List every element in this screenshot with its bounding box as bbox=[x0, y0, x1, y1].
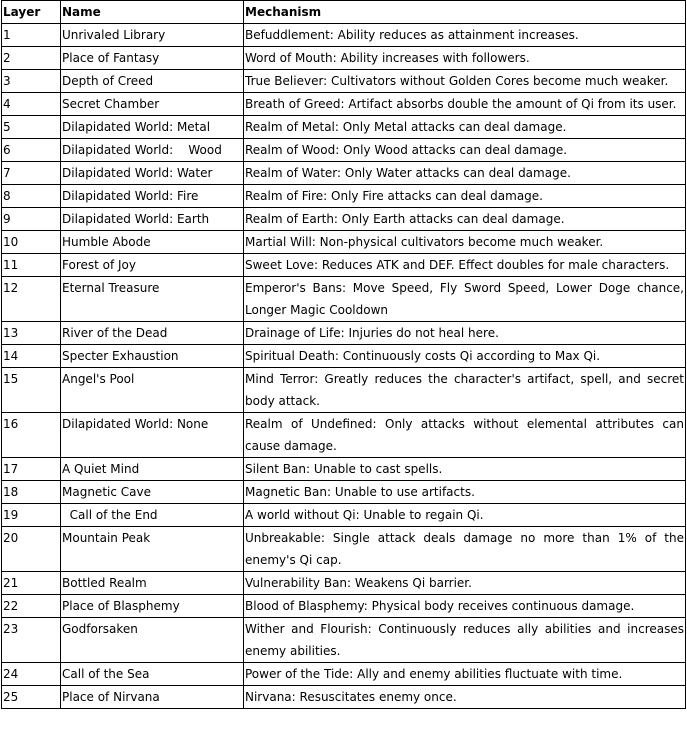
mechanism-cell: Drainage of Life: Injuries do not heal here. bbox=[244, 322, 686, 345]
layer-cell: 22 bbox=[2, 595, 61, 618]
table-row bbox=[2, 572, 686, 595]
name-cell: Angel's Pool bbox=[61, 368, 244, 413]
mechanism-cell: Mind Terror: Greatly reduces the character's artifact, spell, and secret body attack. bbox=[244, 368, 686, 413]
mechanism-cell: A world without Qi: Unable to regain Qi. bbox=[244, 504, 686, 527]
name-cell: Mountain Peak bbox=[61, 527, 244, 572]
layer-cell: 14 bbox=[2, 345, 61, 368]
mechanism-cell: Realm of Earth: Only Earth attacks can deal damage. bbox=[244, 208, 686, 231]
layer-cell: 5 bbox=[2, 116, 61, 139]
name-cell: Dilapidated World: Metal bbox=[61, 116, 244, 139]
mechanism-cell: Word of Mouth: Ability increases with followers. bbox=[244, 47, 686, 70]
table-row bbox=[2, 70, 686, 93]
table-row bbox=[2, 47, 686, 70]
name-cell: Bottled Realm bbox=[61, 572, 244, 595]
layer-cell: 19 bbox=[2, 504, 61, 527]
table-row bbox=[2, 277, 686, 322]
layer-cell: 17 bbox=[2, 458, 61, 481]
name-cell: Call of the Sea bbox=[61, 663, 244, 686]
layer-cell: 8 bbox=[2, 185, 61, 208]
table-row bbox=[2, 185, 686, 208]
table-row bbox=[2, 686, 686, 709]
layer-cell: 16 bbox=[2, 413, 61, 458]
mechanism-cell: Unbreakable: Single attack deals damage no more than 1% of the enemy's Qi cap. bbox=[244, 527, 686, 572]
layer-cell: 15 bbox=[2, 368, 61, 413]
mechanism-cell: Magnetic Ban: Unable to use artifacts. bbox=[244, 481, 686, 504]
name-cell: Place of Blasphemy bbox=[61, 595, 244, 618]
layer-cell: 1 bbox=[2, 24, 61, 47]
mechanism-cell: Realm of Metal: Only Metal attacks can deal damage. bbox=[244, 116, 686, 139]
mechanism-cell: Blood of Blasphemy: Physical body receives continuous damage. bbox=[244, 595, 686, 618]
layer-cell: 20 bbox=[2, 527, 61, 572]
layer-cell: 23 bbox=[2, 618, 61, 663]
mechanism-cell: Sweet Love: Reduces ATK and DEF. Effect doubles for male characters. bbox=[244, 254, 686, 277]
mechanism-cell: True Believer: Cultivators without Golden Cores become much weaker. bbox=[244, 70, 686, 93]
table-row bbox=[2, 116, 686, 139]
name-cell: Place of Nirvana bbox=[61, 686, 244, 709]
layer-cell: 3 bbox=[2, 70, 61, 93]
name-cell: Humble Abode bbox=[61, 231, 244, 254]
mechanism-cell: Nirvana: Resuscitates enemy once. bbox=[244, 686, 686, 709]
table-row bbox=[2, 618, 686, 663]
header-name: Name bbox=[61, 1, 244, 24]
name-cell: Eternal Treasure bbox=[61, 277, 244, 322]
layer-cell: 13 bbox=[2, 322, 61, 345]
name-cell: Forest of Joy bbox=[61, 254, 244, 277]
table-row bbox=[2, 24, 686, 47]
table-row bbox=[2, 527, 686, 572]
name-cell: Call of the End bbox=[61, 504, 244, 527]
name-cell: Depth of Creed bbox=[61, 70, 244, 93]
layer-cell: 18 bbox=[2, 481, 61, 504]
layer-cell: 7 bbox=[2, 162, 61, 185]
layer-cell: 6 bbox=[2, 139, 61, 162]
header-mechanism: Mechanism bbox=[244, 1, 686, 24]
table-row bbox=[2, 162, 686, 185]
table-row bbox=[2, 322, 686, 345]
mechanism-cell: Breath of Greed: Artifact absorbs double the amount of Qi from its user. bbox=[244, 93, 686, 116]
table-row bbox=[2, 504, 686, 527]
mechanism-cell: Martial Will: Non-physical cultivators become much weaker. bbox=[244, 231, 686, 254]
name-cell: Dilapidated World: Water bbox=[61, 162, 244, 185]
table-row bbox=[2, 139, 686, 162]
name-cell: Godforsaken bbox=[61, 618, 244, 663]
table-row bbox=[2, 368, 686, 413]
mechanism-cell: Realm of Fire: Only Fire attacks can deal damage. bbox=[244, 185, 686, 208]
mechanism-cell: Realm of Undefined: Only attacks without elemental attributes can cause damage. bbox=[244, 413, 686, 458]
layer-cell: 2 bbox=[2, 47, 61, 70]
table-row bbox=[2, 663, 686, 686]
layer-cell: 9 bbox=[2, 208, 61, 231]
mechanism-cell: Power of the Tide: Ally and enemy abilities fluctuate with time. bbox=[244, 663, 686, 686]
layer-cell: 21 bbox=[2, 572, 61, 595]
name-cell: Dilapidated World: Fire bbox=[61, 185, 244, 208]
layer-cell: 12 bbox=[2, 277, 61, 322]
name-cell: Dilapidated World: Wood bbox=[61, 139, 244, 162]
table-row bbox=[2, 413, 686, 458]
name-cell: River of the Dead bbox=[61, 322, 244, 345]
layer-cell: 11 bbox=[2, 254, 61, 277]
table-row bbox=[2, 481, 686, 504]
table-row bbox=[2, 458, 686, 481]
name-cell: Magnetic Cave bbox=[61, 481, 244, 504]
name-cell: A Quiet Mind bbox=[61, 458, 244, 481]
mechanism-cell: Silent Ban: Unable to cast spells. bbox=[244, 458, 686, 481]
table-row bbox=[2, 208, 686, 231]
mechanism-cell: Emperor's Bans: Move Speed, Fly Sword Speed, Lower Doge chance, Longer Magic Cooldown bbox=[244, 277, 686, 322]
mechanism-cell: Spiritual Death: Continuously costs Qi according to Max Qi. bbox=[244, 345, 686, 368]
mechanism-cell: Vulnerability Ban: Weakens Qi barrier. bbox=[244, 572, 686, 595]
table-row bbox=[2, 231, 686, 254]
name-cell: Secret Chamber bbox=[61, 93, 244, 116]
table-row bbox=[2, 254, 686, 277]
layer-cell: 10 bbox=[2, 231, 61, 254]
name-cell: Specter Exhaustion bbox=[61, 345, 244, 368]
layer-cell: 4 bbox=[2, 93, 61, 116]
table-row bbox=[2, 345, 686, 368]
layer-cell: 24 bbox=[2, 663, 61, 686]
header-layer: Layer bbox=[2, 1, 61, 24]
table-row bbox=[2, 93, 686, 116]
layer-cell: 25 bbox=[2, 686, 61, 709]
table-body bbox=[2, 24, 686, 709]
mechanism-cell: Wither and Flourish: Continuously reduces ally abilities and increases enemy abilities. bbox=[244, 618, 686, 663]
mechanism-cell: Realm of Water: Only Water attacks can deal damage. bbox=[244, 162, 686, 185]
name-cell: Unrivaled Library bbox=[61, 24, 244, 47]
name-cell: Place of Fantasy bbox=[61, 47, 244, 70]
table-row bbox=[2, 595, 686, 618]
mechanism-cell: Befuddlement: Ability reduces as attainment increases. bbox=[244, 24, 686, 47]
name-cell: Dilapidated World: None bbox=[61, 413, 244, 458]
header-row bbox=[2, 1, 686, 24]
name-cell: Dilapidated World: Earth bbox=[61, 208, 244, 231]
layers-table bbox=[1, 0, 686, 709]
mechanism-cell: Realm of Wood: Only Wood attacks can deal damage. bbox=[244, 139, 686, 162]
